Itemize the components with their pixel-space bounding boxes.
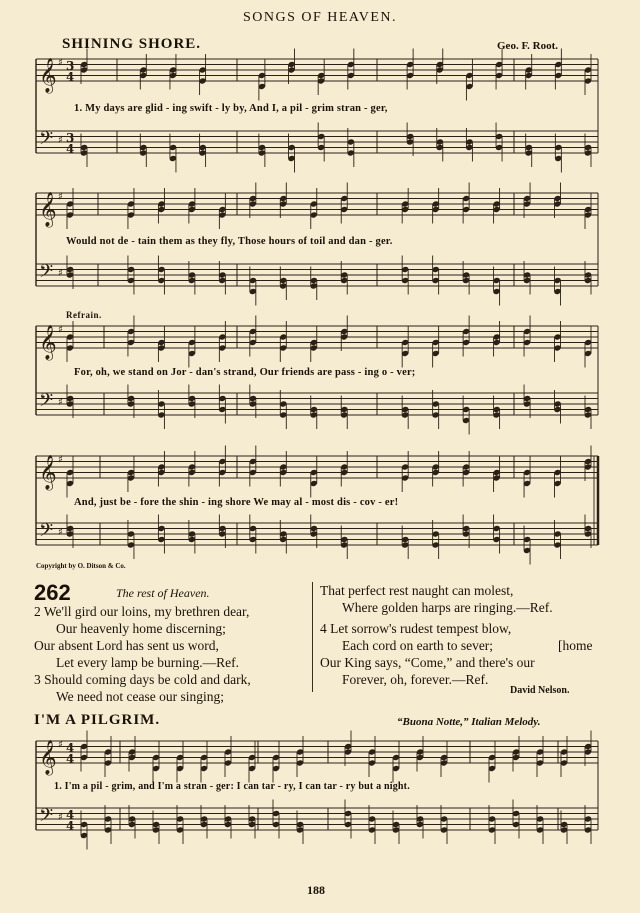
key-sharp: ♯	[58, 527, 63, 538]
verse-line: 2 We'll gird our loins, my brethren dear,	[34, 604, 250, 619]
verse-line: We need not cease our singing;	[56, 689, 224, 704]
hymn-subtitle: The rest of Heaven.	[116, 586, 210, 600]
key-sharp: ♯	[58, 812, 63, 823]
verse-line: Forever, oh, forever.—Ref.	[342, 672, 489, 687]
key-sharp: ♯	[58, 397, 63, 408]
time-signature: 4	[66, 741, 75, 755]
treble-clef: 𝄞	[39, 455, 57, 490]
verse-line: Our King says, “Come,” and there's our	[320, 655, 535, 670]
bass-clef: 𝄢	[39, 520, 54, 546]
verse-line: Where golden harps are ringing.—Ref.	[342, 600, 553, 615]
verse-line	[320, 637, 593, 654]
lyric-line-1: 1. My days are glid - ing swift - ly by, And I, a pil - grim stran - ger,	[74, 103, 388, 114]
verse-line: That perfect rest naught can molest,	[320, 583, 514, 598]
verse-line: Our heavenly home discerning;	[56, 621, 226, 636]
lyric-line-3: For, oh, we stand on Jor - dan's strand, Our friends are pass - ing o - ver;	[74, 367, 416, 378]
verse-line-text: Each cord on earth to sever;	[342, 638, 494, 653]
bass-clef: 𝄢	[39, 390, 54, 416]
hymn-title-im-a-pilgrim: I'M A PILGRIM.	[34, 712, 161, 728]
time-signature: 3	[66, 131, 75, 145]
copyright: Copyright by O. Ditson & Co.	[36, 562, 126, 570]
verse-left	[34, 603, 251, 705]
key-sharp: ♯	[58, 739, 63, 751]
verse-right	[320, 582, 593, 688]
author: David Nelson.	[510, 685, 570, 696]
page-number: 188	[307, 883, 325, 897]
key-sharp: ♯	[58, 191, 63, 203]
verse-line: Let every lamp be burning.—Ref.	[56, 655, 239, 670]
verse-line: Our absent Lord has sent us word,	[34, 638, 219, 653]
lyric-line-4: And, just be - fore the shin - ing shore We may al - most dis - cov - er!	[74, 497, 399, 508]
time-signature: 4	[66, 70, 75, 84]
verse-line-carry: [home	[558, 638, 593, 653]
time-signature: 4	[66, 808, 75, 822]
treble-clef: 𝄞	[39, 192, 57, 227]
melody-credit: “Buona Notte,” Italian Melody.	[397, 716, 541, 728]
refrain-label: Refrain.	[66, 310, 102, 320]
key-sharp: ♯	[58, 57, 63, 69]
time-signature: 4	[66, 752, 75, 766]
column-divider	[312, 582, 313, 692]
composer: Geo. F. Root.	[497, 40, 559, 52]
treble-clef: 𝄞	[39, 325, 57, 360]
verse-line: 3 Should coming days be cold and dark,	[34, 672, 251, 687]
time-signature: 4	[66, 142, 75, 156]
key-sharp: ♯	[58, 324, 63, 336]
treble-clef: 𝄞	[39, 58, 57, 93]
lyric-line-2: Would not de - tain them as they fly, Those hours of toil and dan - ger.	[66, 236, 393, 247]
treble-clef: 𝄞	[39, 740, 57, 775]
verse-line: 4 Let sorrow's rudest tempest blow,	[320, 621, 512, 636]
lyric-line-pilgrim: 1. I'm a pil - grim, and I'm a stran - ger: I can tar - ry, I can tar - ry but a night.	[54, 781, 410, 792]
key-sharp: ♯	[58, 135, 63, 146]
bass-clef: 𝄢	[39, 805, 54, 831]
hymn-number: 262	[34, 580, 71, 605]
running-head: SONGS OF HEAVEN.	[242, 10, 398, 25]
key-sharp: ♯	[58, 454, 63, 466]
hymn-title-shining-shore: SHINING SHORE.	[62, 36, 202, 52]
bass-clef: 𝄢	[39, 128, 54, 154]
key-sharp: ♯	[58, 268, 63, 279]
time-signature: 3	[66, 59, 75, 73]
time-signature: 4	[66, 819, 75, 833]
bass-clef: 𝄢	[39, 261, 54, 287]
